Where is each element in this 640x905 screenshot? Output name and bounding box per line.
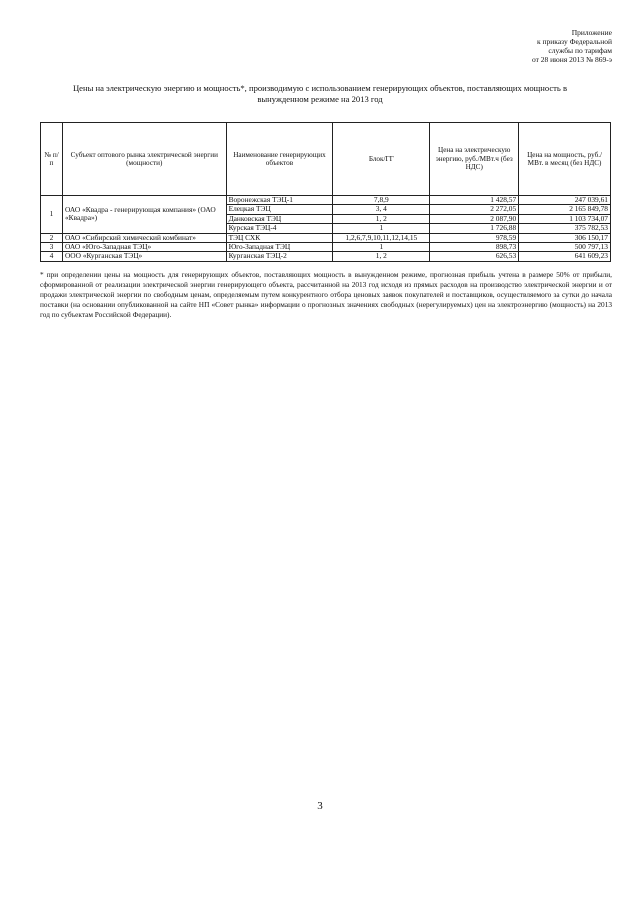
subject-cell: ОАО «Юго-Западная ТЭЦ» [62,243,226,252]
table-row [41,196,611,205]
page-number: 3 [317,800,323,812]
header-block: Блок/ГГ [333,123,430,196]
footnote: * при определении цены на мощность для генерирующих объектов, поставляющих мощность в вынужденном режиме, прогнозная прибыль учтена в размере 50% от прибыли, сформированной от реализации электрической энергии генерирующего объекта, рассчитанной на 2013 год исходя из прямых расходов на производство электрической энергии и от продажи электрической энергии по свободным ценам, определяемым путем конкурентного отбора ценовых заявок покупателей и поставщиков, осуществляемого за сутки до начала поставки (на основании опубликованной на сайте НП «Совет рынка» информации о прогнозных значениях свободных (нерегулируемых) цен на электроэнергию (мощность) на 2013 год по субъектам Российской Федерации). [40,270,612,319]
energy-price-cell: 1 428,57 [430,196,519,205]
block-cell: 1 [333,224,430,233]
subject-cell: ОАО «Квадра - генерирующая компания» (ОАО «Квадра») [62,196,226,234]
object-cell: Данковская ТЭЦ [226,214,333,223]
appendix-line: Приложение [571,28,612,37]
row-number: 3 [41,243,63,252]
table-header-row [41,123,611,196]
title-line: Цены на электрическую энергию и мощность*, производимую с использованием генерирующих объектов, поставляющих мощность в [72,83,568,93]
header-object: Наименование генерирующих объектов [226,123,333,196]
object-cell: Воронежская ТЭЦ-1 [226,196,333,205]
subject-cell: ООО «Курганская ТЭЦ» [62,252,226,261]
table-row [41,252,611,261]
row-number: 1 [41,196,63,234]
document-title [40,83,600,105]
header-power-price: Цена на мощность, руб./МВт. в месяц (без НДС) [519,123,611,196]
header-no: № п/п [41,123,63,196]
appendix-header [532,28,612,64]
block-cell: 1 [333,243,430,252]
block-cell: 7,8,9 [333,196,430,205]
power-price-cell: 2 165 849,78 [519,205,611,214]
power-price-cell: 306 150,17 [519,233,611,242]
prices-table [40,122,611,262]
energy-price-cell: 898,73 [430,243,519,252]
power-price-cell: 247 039,61 [519,196,611,205]
energy-price-cell: 978,59 [430,233,519,242]
appendix-line: к приказу Федеральной [537,37,612,46]
row-number: 2 [41,233,63,242]
object-cell: Курганская ТЭЦ-2 [226,252,333,261]
row-number: 4 [41,252,63,261]
header-energy-price: Цена на электрическую энергию, руб./МВт.ч (без НДС) [430,123,519,196]
energy-price-cell: 2 087,90 [430,214,519,223]
header-subject: Субъект оптового рынка электрической энергии (мощности) [62,123,226,196]
appendix-line: службы по тарифам [548,46,612,55]
object-cell: Елецкая ТЭЦ [226,205,333,214]
block-cell: 3, 4 [333,205,430,214]
power-price-cell: 500 797,13 [519,243,611,252]
block-cell: 1, 2 [333,252,430,261]
object-cell: Курская ТЭЦ-4 [226,224,333,233]
object-cell: Юго-Западная ТЭЦ [226,243,333,252]
power-price-cell: 375 782,53 [519,224,611,233]
energy-price-cell: 626,53 [430,252,519,261]
power-price-cell: 1 103 734,07 [519,214,611,223]
energy-price-cell: 1 726,88 [430,224,519,233]
block-cell: 1, 2 [333,214,430,223]
subject-cell: ОАО «Сибирский химический комбинат» [62,233,226,242]
object-cell: ТЭЦ СХК [226,233,333,242]
block-cell: 1,2,6,7,9,10,11,12,14,15 [333,233,430,242]
appendix-line: от 28 июня 2013 № 869-э [531,55,612,64]
energy-price-cell: 2 272,05 [430,205,519,214]
power-price-cell: 641 609,23 [519,252,611,261]
title-line: вынужденном режиме на 2013 год [257,94,383,104]
